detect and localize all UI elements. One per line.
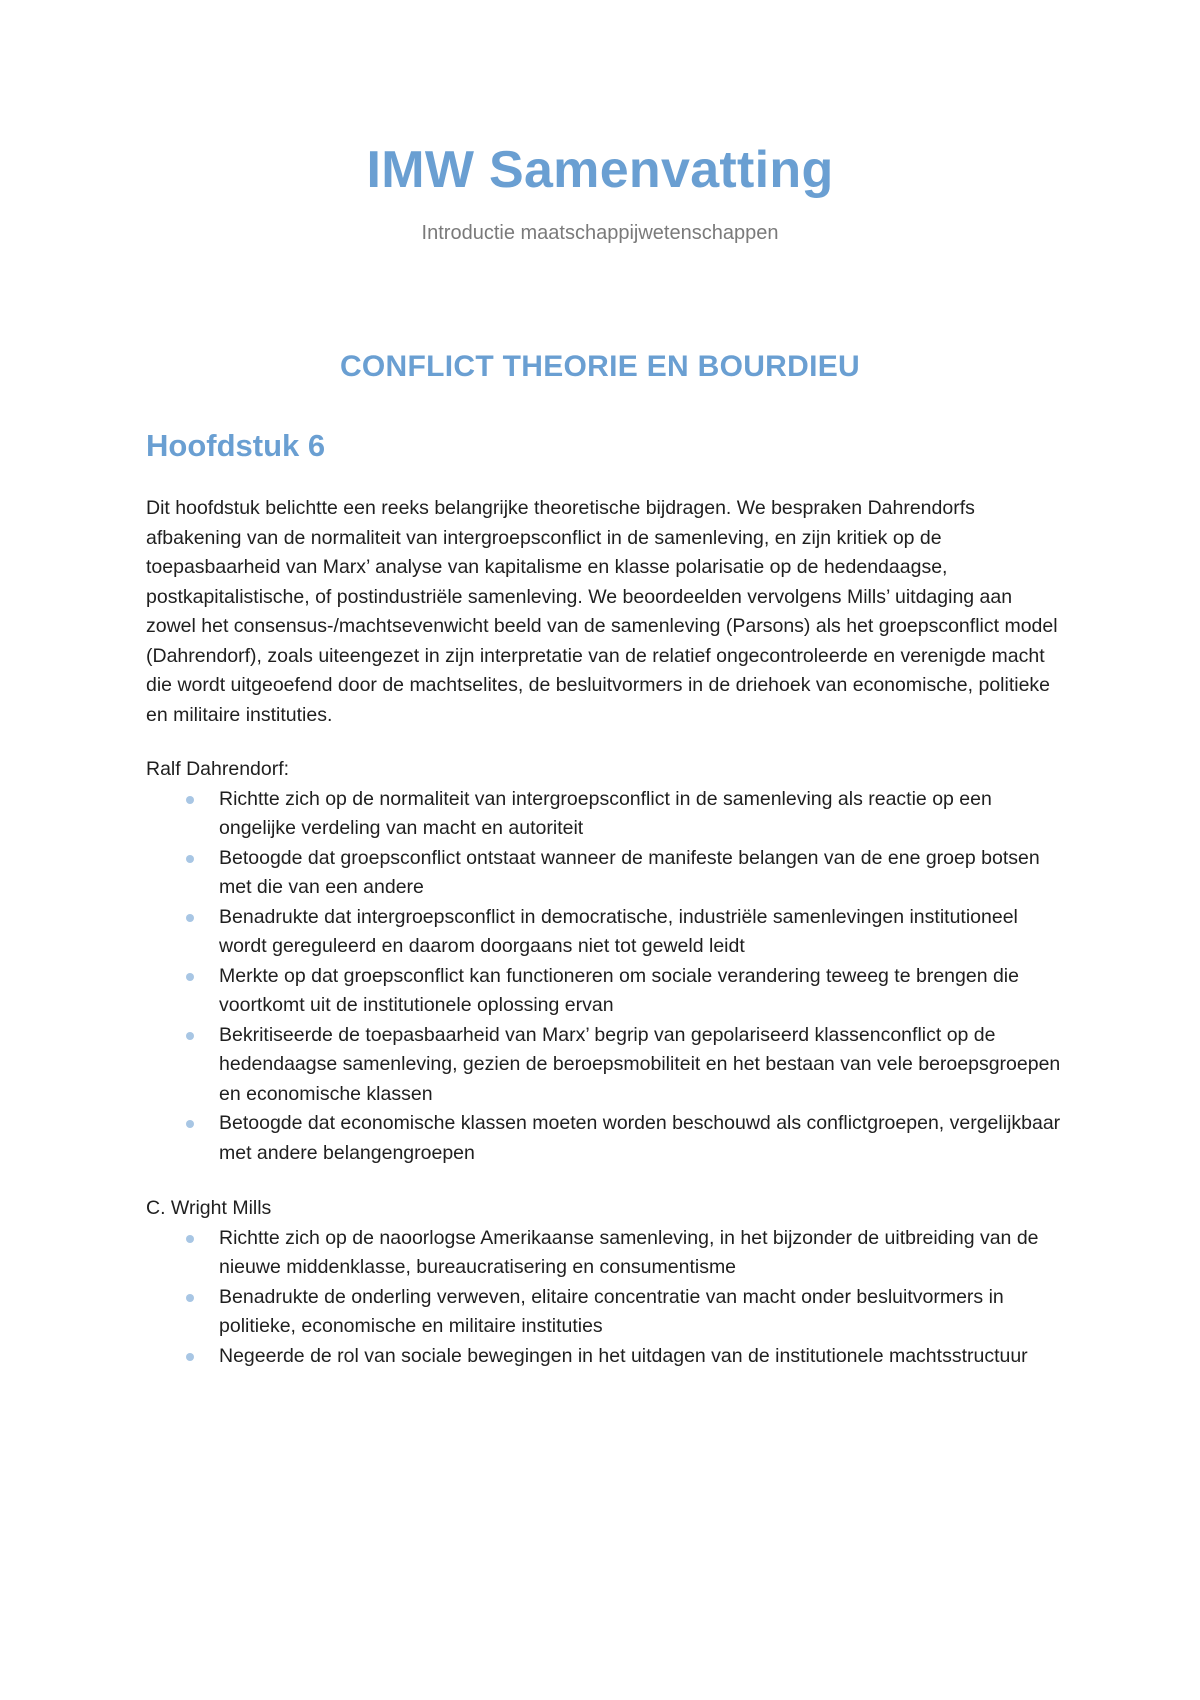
list-item xyxy=(146,1109,1066,1168)
list-item-text: Bekritiseerde de toepasbaarheid van Marx’ begrip van gepolariseerd klassenconflict op de hedendaagse samenleving, gezien de beroepsmobiliteit en het bestaan van vele beroepsgroepen en economische klassen xyxy=(219,1023,1061,1105)
bullet-dot-icon xyxy=(186,855,194,863)
list-item xyxy=(146,962,1066,1021)
list-item-text: Merkte op dat groepsconflict kan functioneren om sociale verandering teweeg te brengen die voortkomt uit de institutionele oplossing ervan xyxy=(219,964,1019,1016)
list-item-text: Richtte zich op de normaliteit van intergroepsconflict in de samenleving als reactie op een ongelijke verdeling van macht en autoriteit xyxy=(219,787,992,839)
bullet-dot-icon xyxy=(186,973,194,981)
document-body xyxy=(146,494,1066,1397)
bullet-dot-icon xyxy=(186,1032,194,1040)
bullet-dot-icon xyxy=(186,1353,194,1361)
list-item xyxy=(146,785,1066,844)
bullet-dot-icon xyxy=(186,1294,194,1302)
list-item xyxy=(146,1224,1066,1283)
list-item xyxy=(146,1342,1066,1372)
list-item xyxy=(146,903,1066,962)
mills-label: C. Wright Mills xyxy=(146,1197,272,1219)
section-heading: CONFLICT THEORIE EN BOURDIEU xyxy=(339,350,861,383)
list-item xyxy=(146,1283,1066,1342)
intro-paragraph: Dit hoofdstuk belichtte een reeks belangrijke theoretische bijdragen. We bespraken Dahrendorfs afbakening van de normaliteit van intergroepsconflict in de samenleving, en zijn kritiek op de toepasbaarheid van Marx’ analyse van kapitalisme en klasse polarisatie op de hedendaagse, postkapitalistische, of postindustriële samenleving. We beoordeelden vervolgens Mills’ uitdaging aan zowel het consensus-/machtsevenwicht beeld van de samenleving (Parsons) als het groepsconflict model (Dahrendorf), zoals uiteengezet in zijn interpretatie van de relatief ongecontroleerde en verenigde macht die wordt uitgeoefend door de machtselites, de besluitvormers in de driehoek van economische, politieke en militaire instituties. xyxy=(146,497,1058,726)
dahrendorf-label: Ralf Dahrendorf: xyxy=(146,758,290,780)
list-item-text: Richtte zich op de naoorlogse Amerikaanse samenleving, in het bijzonder de uitbreiding van de nieuwe middenklasse, bureaucratisering en consumentisme xyxy=(219,1226,1039,1278)
list-item xyxy=(146,1021,1066,1110)
list-item-text: Betoogde dat groepsconflict ontstaat wanneer de manifeste belangen van de ene groep botsen met die van een andere xyxy=(219,846,1040,898)
list-item xyxy=(146,844,1066,903)
list-item-text: Benadrukte dat intergroepsconflict in democratische, industriële samenlevingen institutioneel wordt gereguleerd en daarom doorgaans niet tot geweld leidt xyxy=(219,905,1018,957)
chapter-heading: Hoofdstuk 6 xyxy=(146,428,326,463)
list-item-text: Benadrukte de onderling verweven, elitaire concentratie van macht onder besluitvormers in politieke, economische en militaire instituties xyxy=(219,1285,1004,1337)
document-title: IMW Samenvatting xyxy=(366,141,834,199)
bullet-dot-icon xyxy=(186,1235,194,1243)
list-item-text: Betoogde dat economische klassen moeten worden beschouwd als conflictgroepen, vergelijkbaar met andere belangengroepen xyxy=(219,1112,1061,1164)
mills-bullet-list xyxy=(146,1224,1066,1372)
list-item-text: Negeerde de rol van sociale bewegingen in het uitdagen van de institutionele machtsstructuur xyxy=(219,1344,1028,1367)
document-subtitle: Introductie maatschappijwetenschappen xyxy=(421,222,779,244)
dahrendorf-bullet-list xyxy=(146,785,1066,1169)
bullet-dot-icon xyxy=(186,796,194,804)
bullet-dot-icon xyxy=(186,914,194,922)
bullet-dot-icon xyxy=(186,1120,194,1128)
